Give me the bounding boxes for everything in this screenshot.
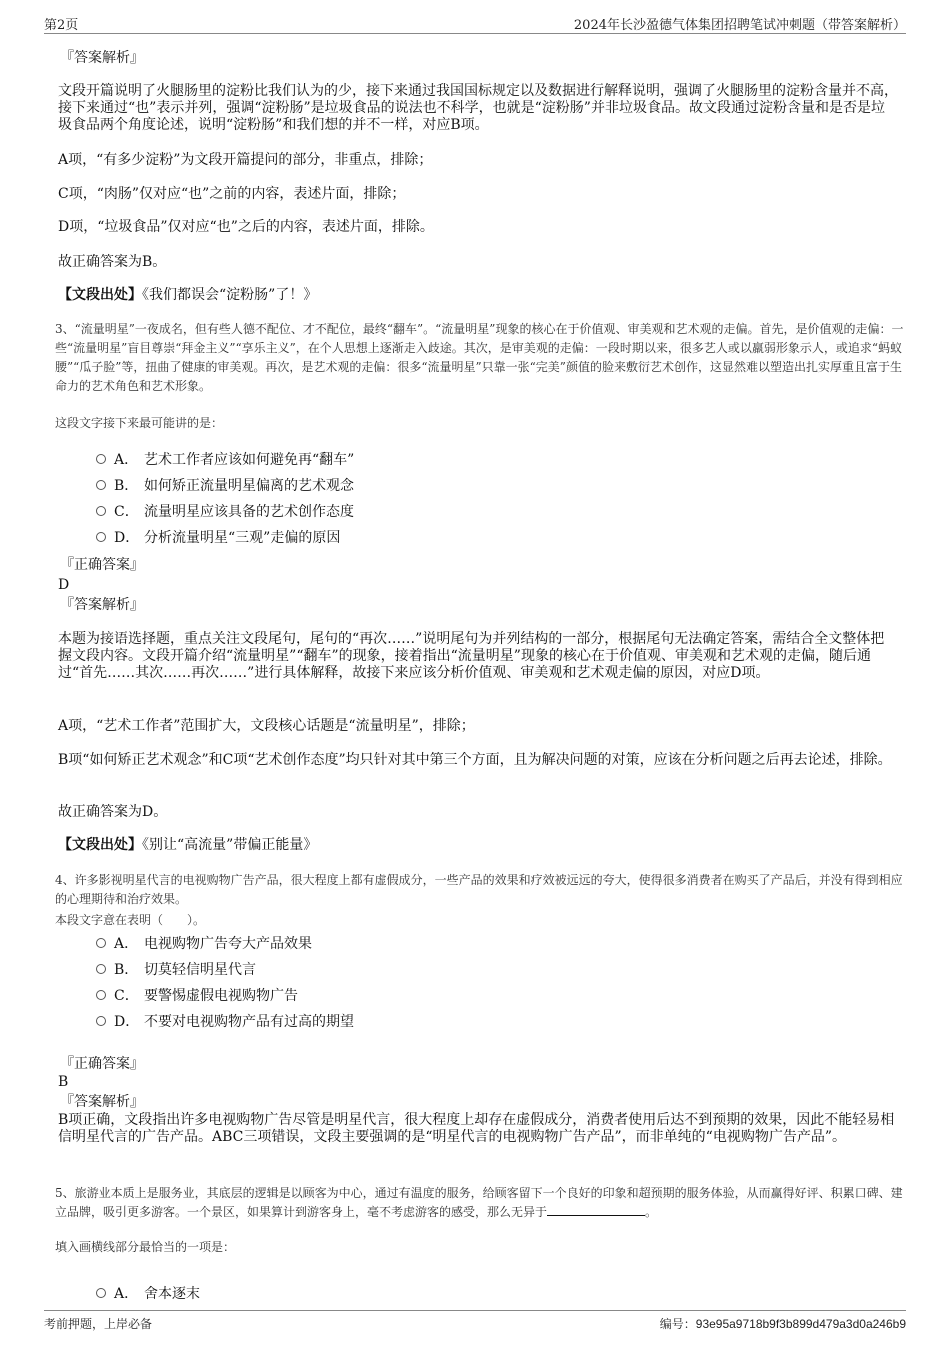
q3-point-a: A项，“艺术工作者”范围扩大，文段核心话题是“流量明星”，排除；	[58, 718, 475, 734]
option-letter: A．	[114, 452, 139, 468]
q4-option-b[interactable]	[96, 961, 256, 979]
q3-answer-heading: 『正确答案』	[60, 557, 144, 573]
document-title: 2024年长沙盈德气体集团招聘笔试冲刺题（带答案解析）	[573, 18, 906, 33]
radio-icon[interactable]	[96, 454, 106, 464]
radio-icon[interactable]	[96, 532, 106, 542]
option-letter: B．	[114, 962, 139, 978]
footer-divider	[44, 1310, 906, 1311]
q4-option-a[interactable]	[96, 935, 312, 953]
header-divider	[44, 33, 906, 34]
q3-answer: D	[58, 577, 70, 593]
q3-source-label: 【文段出处】	[58, 837, 142, 853]
q3-conclusion: 故正确答案为D。	[58, 804, 168, 820]
q3-stem: 3、“流量明星”一夜成名，但有些人德不配位、才不配位，最终“翻车”。“流量明星”现象的核心在于价值观、审美观和艺术观的走偏。首先，是价值观的走偏：一些“流量明星”盲目尊崇“拜金主义”“享乐主义”，在个人思想上逐渐走入歧途。其次，是审美观的走偏：一段时期以来，很多艺人或以羸弱形象示人，或追求“蚂蚁腰”“瓜子脸”等，扭曲了健康的审美观。再次，是艺术观的走偏：很多“流量明星”只靠一张“完美”颜值的脸来敷衍艺术创作，这显然难以塑造出扎实厚重且富于生命力的艺术角色和艺术形象。	[55, 322, 904, 393]
radio-icon[interactable]	[96, 480, 106, 490]
radio-icon[interactable]	[96, 1288, 106, 1298]
q4-stem: 4、许多影视明星代言的电视购物广告产品，很大程度上都有虚假成分，一些产品的效果和疗效被远远的夸大，使得很多消费者在购买了产品后，并没有得到相应的心理期待和治疗效果。	[55, 873, 903, 906]
radio-icon[interactable]	[96, 964, 106, 974]
q5-fill-blank	[547, 1203, 645, 1216]
option-letter: A．	[114, 936, 139, 952]
option-text: 电视购物广告夸大产品效果	[144, 936, 312, 952]
q3-point-bc: B项“如何矫正艺术观念”和C项“艺术创作态度”均只针对其中第三个方面，且为解决问题的对策，应该在分析问题之后再去论述，排除。	[58, 752, 892, 768]
radio-icon[interactable]	[96, 506, 106, 516]
q2-source-title: 《我们都误会“淀粉肠”了！》	[142, 287, 318, 303]
q2-source-label: 【文段出处】	[58, 287, 142, 303]
q3-source-title: 《别让“高流量”带偏正能量》	[142, 837, 318, 853]
option-letter: D．	[114, 1014, 140, 1030]
option-text: 不要对电视购物产品有过高的期望	[144, 1014, 354, 1030]
q3-analysis-text: 本题为接语选择题，重点关注文段尾句，尾句的“再次……”说明尾句为并列结构的一部分，根据尾句无法确定答案，需结合全文整体把握文段内容。文段开篇介绍“流量明星”“翻车”的现象，接着指出“流量明星”现象的核心在于价值观、审美观和艺术观的走偏，随后通过“首先……其次……再次……”进行具体解释，故接下来应该分析价值观、审美观和艺术观走偏的原因，对应D项。	[58, 631, 885, 681]
option-letter: C．	[114, 504, 139, 520]
option-letter: B．	[114, 478, 139, 494]
q2-source	[58, 287, 898, 304]
footer-code-value: 93e95a9718b9f3b899d479a3d0a246b9	[695, 1317, 906, 1331]
option-text: 切莫轻信明星代言	[144, 962, 256, 978]
footer-code-label: 编号：	[659, 1317, 696, 1331]
option-letter: A．	[114, 1286, 139, 1302]
q3-question: 这段文字接下来最可能讲的是：	[55, 416, 224, 430]
option-letter: C．	[114, 988, 139, 1004]
q2-point-d: D项，“垃圾食品”仅对应“也”之后的内容，表述片面，排除。	[58, 219, 434, 235]
q2-analysis-text: 文段开篇说明了火腿肠里的淀粉比我们认为的少，接下来通过我国国标规定以及数据进行解释说明，强调了火腿肠里的淀粉含量并不高，接下来通过“也”表示并列，强调“淀粉肠”是垃圾食品的说法也不科学，也就是“淀粉肠”并非垃圾食品。故文段通过淀粉含量和是否是垃圾食品两个角度论述，说明“淀粉肠”和我们想的并不一样，对应B项。	[58, 83, 898, 133]
q4-question: 本段文字意在表明（ ）。	[55, 913, 206, 927]
option-text: 艺术工作者应该如何避免再“翻车”	[144, 452, 355, 468]
q4-analysis-text: B项正确，文段指出许多电视购物广告尽管是明星代言，很大程度上却存在虚假成分，消费者使用后达不到预期的效果，因此不能轻易相信明星代言的广告产品。ABC三项错误，文段主要强调的是“明星代言的电视购物广告产品”，而非单纯的“电视购物广告产品”。	[58, 1112, 895, 1145]
q3-source	[58, 837, 898, 854]
q2-conclusion: 故正确答案为B。	[58, 254, 167, 270]
q2-point-c: C项，“肉肠”仅对应“也”之前的内容，表述片面，排除；	[58, 186, 406, 202]
page-number: 第2页	[44, 18, 79, 33]
footer-code	[660, 1315, 906, 1332]
q4-option-c[interactable]	[96, 987, 298, 1005]
q3-option-a[interactable]	[96, 451, 354, 469]
q2-analysis-heading: 『答案解析』	[60, 50, 144, 66]
q5-stem-end: 。	[645, 1205, 658, 1219]
q4-option-d[interactable]	[96, 1013, 354, 1031]
q5-stem	[55, 1184, 905, 1222]
radio-icon[interactable]	[96, 1016, 106, 1026]
q5-question: 填入画横线部分最恰当的一项是：	[55, 1240, 236, 1254]
q4-answer-heading: 『正确答案』	[60, 1056, 144, 1072]
q4-analysis-heading: 『答案解析』	[60, 1094, 144, 1110]
footer-slogan: 考前押题，上岸必备	[44, 1317, 153, 1331]
q4-answer: B	[58, 1074, 69, 1090]
option-text: 如何矫正流量明星偏离的艺术观念	[144, 478, 354, 494]
radio-icon[interactable]	[96, 990, 106, 1000]
q3-option-c[interactable]	[96, 503, 354, 521]
option-text: 要警惕虚假电视购物广告	[144, 988, 298, 1004]
option-text: 舍本逐末	[144, 1286, 200, 1302]
q5-stem-text: 5、旅游业本质上是服务业，其底层的逻辑是以顾客为中心，通过有温度的服务，给顾客留下一个良好的印象和超预期的服务体验，从而赢得好评、积累口碑、建立品牌，吸引更多游客。一个景区，如果算计到游客身上，毫不考虑游客的感受，那么无异于	[55, 1186, 903, 1219]
option-text: 流量明星应该具备的艺术创作态度	[144, 504, 354, 520]
q5-option-a[interactable]	[96, 1285, 200, 1303]
option-text: 分析流量明星“三观”走偏的原因	[144, 530, 341, 546]
option-letter: D．	[114, 530, 140, 546]
q3-option-b[interactable]	[96, 477, 354, 495]
q3-analysis-heading: 『答案解析』	[60, 597, 144, 613]
q2-point-a: A项，“有多少淀粉”为文段开篇提问的部分，非重点，排除；	[58, 152, 433, 168]
radio-icon[interactable]	[96, 938, 106, 948]
q3-option-d[interactable]	[96, 529, 340, 547]
